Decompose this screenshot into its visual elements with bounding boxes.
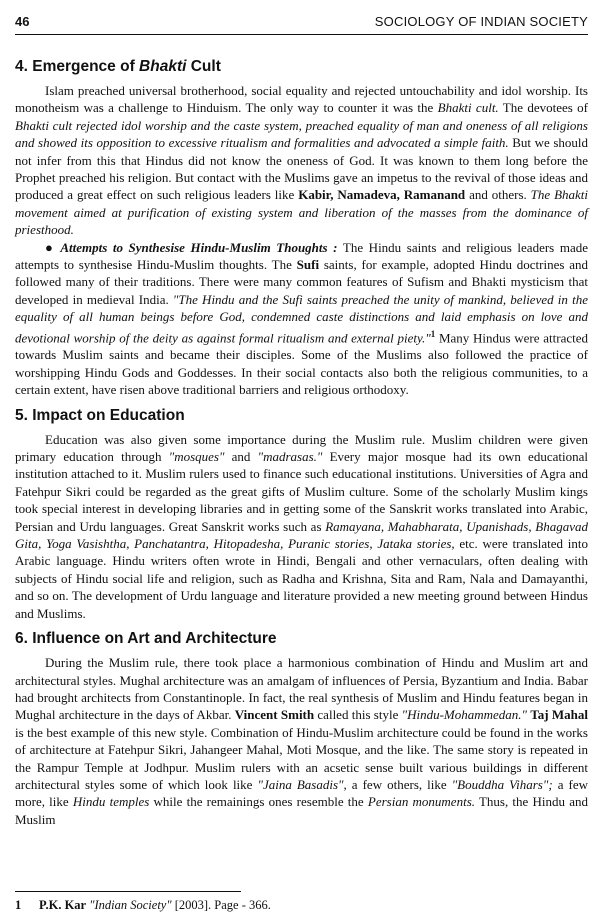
footnote-number: 1 xyxy=(15,898,22,912)
section-4-paragraph-2: ● Attempts to Synthesise Hindu-Muslim Thoughts : The Hindu saints and religious leaders made attempts to synthesise Hindu-Muslim thoughts. The Sufi saints, for example, adopted Hindu doctrines and followed many of their traditions. There were many common features of Sufism and Bhakti mysticism that developed in medieval India. "The Hindu and the Sufi saints preached the unity of mankind, believed in the equality of all human beings before God, condemned caste distinctions and laid emphasis on love and devotional worship of the deity as against formal ritualism and external piety."$^1$ Many Hindus were attracted towards Muslim saints and became their disciples. Some of the Muslims also followed the practice of worshipping Hindu Gods and Goddesses. In their social contacts also both the religious communities, to a certain extent, have risen above traditional barriers and religious orthodoxy. xyxy=(15,239,588,398)
bullet-heading: Attempts to Synthesise Hindu-Muslim Thoughts : xyxy=(60,239,338,255)
section-5-heading: 5. Impact on Education xyxy=(15,406,185,424)
footnote-divider xyxy=(15,891,241,892)
section-6-paragraph: During the Muslim rule, there took place a harmonious combination of Hindu and Muslim art and architectural styles. Mughal architecture was an amalgam of influences of Persia, Byzantium and India. Babar had brought architects from Constantinople. In fact, the real synthesis of Muslim and Hindu features began in Mughal architecture in the days of Akbar. Vincent Smith called this style "Hindu-Mohammedan." Taj Mahal is the best example of this new style. Combination of Hindu-Muslim architecture could be found in the works of architecture at Fatehpur Sikri, Jahangeer Mahal, Moti Mosque, and the like. The same story is repeated in the Rampur Temple at Jodhpur. Muslim rulers with an acsetic sense built various buildings in different architectural styles some of which look like "Jaina Basadis", a few others, like "Bouddha Vihars"; a few more, like Hindu temples while the remainings ones resemble the Persian monuments. Thus, the Hindu and Muslim xyxy=(15,655,589,827)
running-header xyxy=(15,12,588,35)
footnote-details: [2003]. Page - 366. xyxy=(171,898,271,912)
book-title: SOCIOLOGY OF INDIAN SOCIETY xyxy=(374,14,588,29)
section-6-heading: 6. Influence on Art and Architecture xyxy=(15,630,277,648)
section-4-paragraph-1: Islam preached universal brotherhood, social equality and rejected untouchability and idol worship. Its monotheism was a challenge to Hinduism. The only way to counter it was the Bhakti cult. The devotees of Bhakti cult rejected idol worship and the caste system, preached equality of man and oneness of all religions and showed its opposition to excessive ritualism and formalities and advocated a simple faith. But we should not infer from this that Hindus did not know the oneness of God. It was known to them long before the Prophet preached his religion. But contact with the Muslims gave an impetus to the revival of those ideas and produced a great effect on such religious leaders like Kabir, Namadeva, Ramanand and others. The Bhakti movement aimed at purification of existing system and liberation of the masses from the dominance of priesthood. xyxy=(15,83,589,238)
bullet-point: ● xyxy=(45,239,61,255)
page-body xyxy=(15,58,588,828)
footnote xyxy=(15,898,575,913)
section-5-paragraph: Education was also given some importance during the Muslim rule. Muslim children were given primary education through "mosques" and "madrasas." Every major mosque had its own educational institution attached to it. Muslim rulers used to finance such educational institutions. Universities of Agra and Fatehpur Sikri could be regarded as the great gifts of Muslim culture. Some of the scholarly Muslim kings took special interest in developing libraries and in getting some of the Sanskrit works translated into Arabic, Persian and Urdu languages. Great Sanskrit works such as Ramayana, Mahabharata, Upanishads, Bhagavad Gita, Yoga Vasishtha, Panchatantra, Hitopadesha, Puranic stories, Jataka stories, etc. were translated into Arabic language. Hindu writers often wrote in Hindi, Bengali and other vernaculars, often dealing with subjects of Hindu social life and religion, such as Radha and Krishna, Sita and Ram, Nala and Damayanthi, and so on. The development of Urdu language and literature provided a new meeting ground between Hindus and Muslims. xyxy=(15,431,588,621)
footnote-author: P.K. Kar xyxy=(39,898,87,912)
page-number: 46 xyxy=(15,14,30,29)
footnote-ref: 1 xyxy=(430,328,436,339)
footnote-work: "Indian Society" xyxy=(89,898,172,912)
section-4-heading: 4. Emergence of Bhakti Cult xyxy=(15,58,221,75)
